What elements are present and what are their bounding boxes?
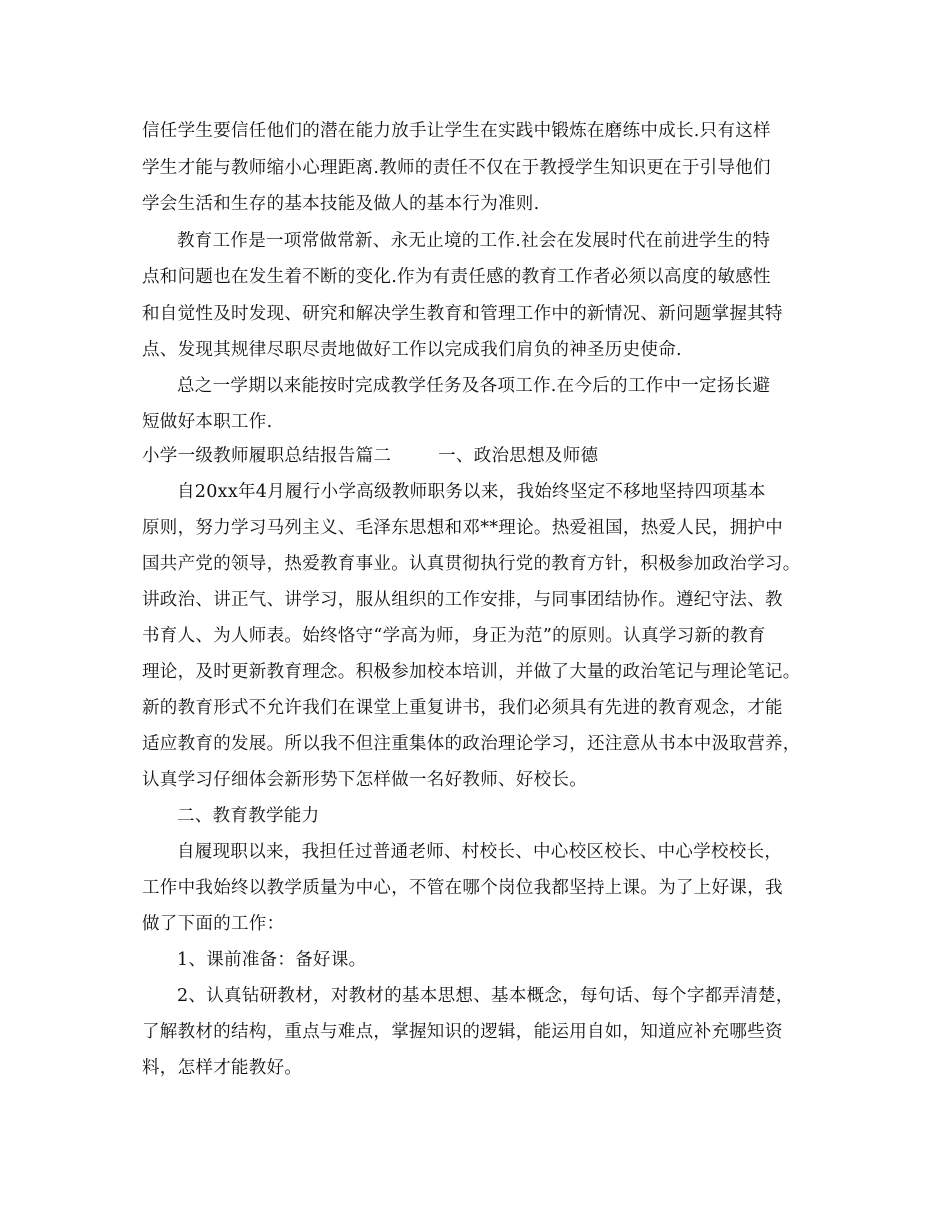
text-line: 国共产党的领导，热爱教育事业。认真贯彻执行党的教育方针，积极参加政治学习。 <box>142 554 801 574</box>
text-line: 做了下面的工作： <box>142 914 285 934</box>
text-line: 适应教育的发展。所以我不但注重集体的政治理论学习，还注意从书本中汲取营养， <box>142 734 801 754</box>
list-item: 2、认真钻研教材，对教材的基本思想、基本概念，每句话、每个字都弄清楚， <box>177 986 794 1006</box>
list-item: 1、课前准备：备好课。 <box>177 950 367 970</box>
text-line: 点、发现其规律尽职尽责地做好工作以完成我们肩负的神圣历史使命. <box>142 340 682 360</box>
text-line: 教育工作是一项常做常新、永无止境的工作.社会在发展时代在前进学生的特 <box>177 231 771 251</box>
text-line: 学生才能与教师缩小心理距离.教师的责任不仅在于教授学生知识更在于引导他们 <box>142 158 771 178</box>
text-line: 信任学生要信任他们的潜在能力放手让学生在实践中锻炼在磨练中成长.只有这样 <box>142 121 771 141</box>
text-line: 新的教育形式不允许我们在课堂上重复讲书，我们必须具有先进的教育观念，才能 <box>142 698 783 718</box>
text-line: 自20xx年4月履行小学高级教师职务以来，我始终坚定不移地坚持四项基本 <box>177 482 766 502</box>
text-line: 料，怎样才能教好。 <box>142 1058 303 1078</box>
text-line: 工作中我始终以教学质量为中心，不管在哪个岗位我都坚持上课。为了上好课，我 <box>142 878 783 898</box>
text-line: 书育人、为人师表。始终恪守“学高为师，身正为范”的原则。认真学习新的教育 <box>142 626 766 646</box>
text-line: 自履现职以来，我担任过普通老师、村校长、中心校区校长、中心学校校长， <box>177 842 783 862</box>
text-line: 认真学习仔细体会新形势下怎样做一名好教师、好校长。 <box>142 770 587 790</box>
text-line: 原则，努力学习马列主义、毛泽东思想和邓**理论。热爱祖国，热爱人民，拥护中 <box>142 518 784 538</box>
text-line: 和自觉性及时发现、研究和解决学生教育和管理工作中的新情况、新问题掌握其特 <box>142 304 783 324</box>
section-heading: 小学一级教师履职总结报告篇二 一、政治思想及师德 <box>142 446 599 466</box>
text-line: 点和问题也在发生着不断的变化.作为有责任感的教育工作者必须以高度的敏感性 <box>142 267 771 287</box>
text-line: 总之一学期以来能按时完成教学任务及各项工作.在今后的工作中一定扬长避 <box>177 376 771 396</box>
text-line: 理论，及时更新教育理念。积极参加校本培训，并做了大量的政治笔记与理论笔记。 <box>142 662 801 682</box>
text-line: 学会生活和生存的基本技能及做人的基本行为准则. <box>142 194 540 214</box>
text-line: 了解教材的结构，重点与难点，掌握知识的逻辑，能运用自如，知道应补充哪些资 <box>142 1022 783 1042</box>
text-line: 讲政治、讲正气、讲学习，服从组织的工作安排，与同事团结协作。遵纪守法、教 <box>142 590 783 610</box>
subsection-heading: 二、教育教学能力 <box>177 806 320 826</box>
text-line: 短做好本职工作. <box>142 412 273 432</box>
